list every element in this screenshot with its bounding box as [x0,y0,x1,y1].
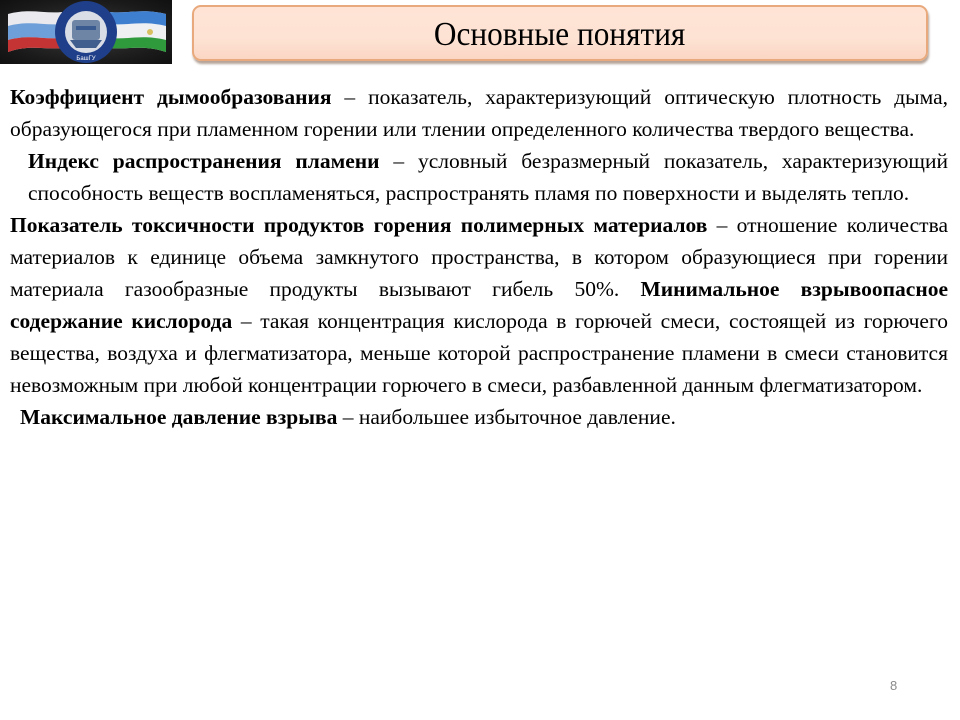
term-label: Показатель токсичности продуктов горения полимерных материалов [10,213,708,237]
flag-emblem-icon [0,0,172,64]
title-banner [192,5,928,61]
definition-paragraph [10,401,948,433]
definition-paragraph [10,81,948,145]
definition-paragraph [10,209,948,401]
logo-bottom-text: БашГУ [76,56,96,62]
page-number: 8 [890,678,898,693]
slide-content [10,81,948,433]
term-label: Минимальное взрывоопасное содержание кислорода [10,277,948,333]
term-definition: – показатель, характеризующий оптическую плотность дыма, образующегося при пламенном горении или тлении определенного количества твердого вещества. [10,85,948,141]
term-definition: – условный безразмерный показатель, характеризующий способность веществ воспламеняться, распространять пламя по поверхности и выделять тепло. [28,149,948,205]
slide-title: Основные понятия [434,16,686,53]
term-label: Индекс распространения пламени [28,149,380,173]
term-label: Максимальное давление взрыва [20,405,338,429]
university-logo [0,0,172,64]
term-label: Коэффициент дымообразования [10,85,332,109]
term-definition: – такая концентрация кислорода в горючей смеси, состоящей из горючего вещества, воздуха и флегматизатора, меньше которой распространение пламени в смеси становится невозможным при любой концентрации горючего в смеси, разбавленной данным флегматизатором. [10,309,948,397]
term-definition: – наибольшее избыточное давление. [337,405,676,429]
term-definition: – отношение количества материалов к единице объема замкнутого пространства, в котором образующиеся при горении материала газообразные продукты вызывают гибель 50%. [10,213,948,301]
definition-paragraph [10,145,948,209]
